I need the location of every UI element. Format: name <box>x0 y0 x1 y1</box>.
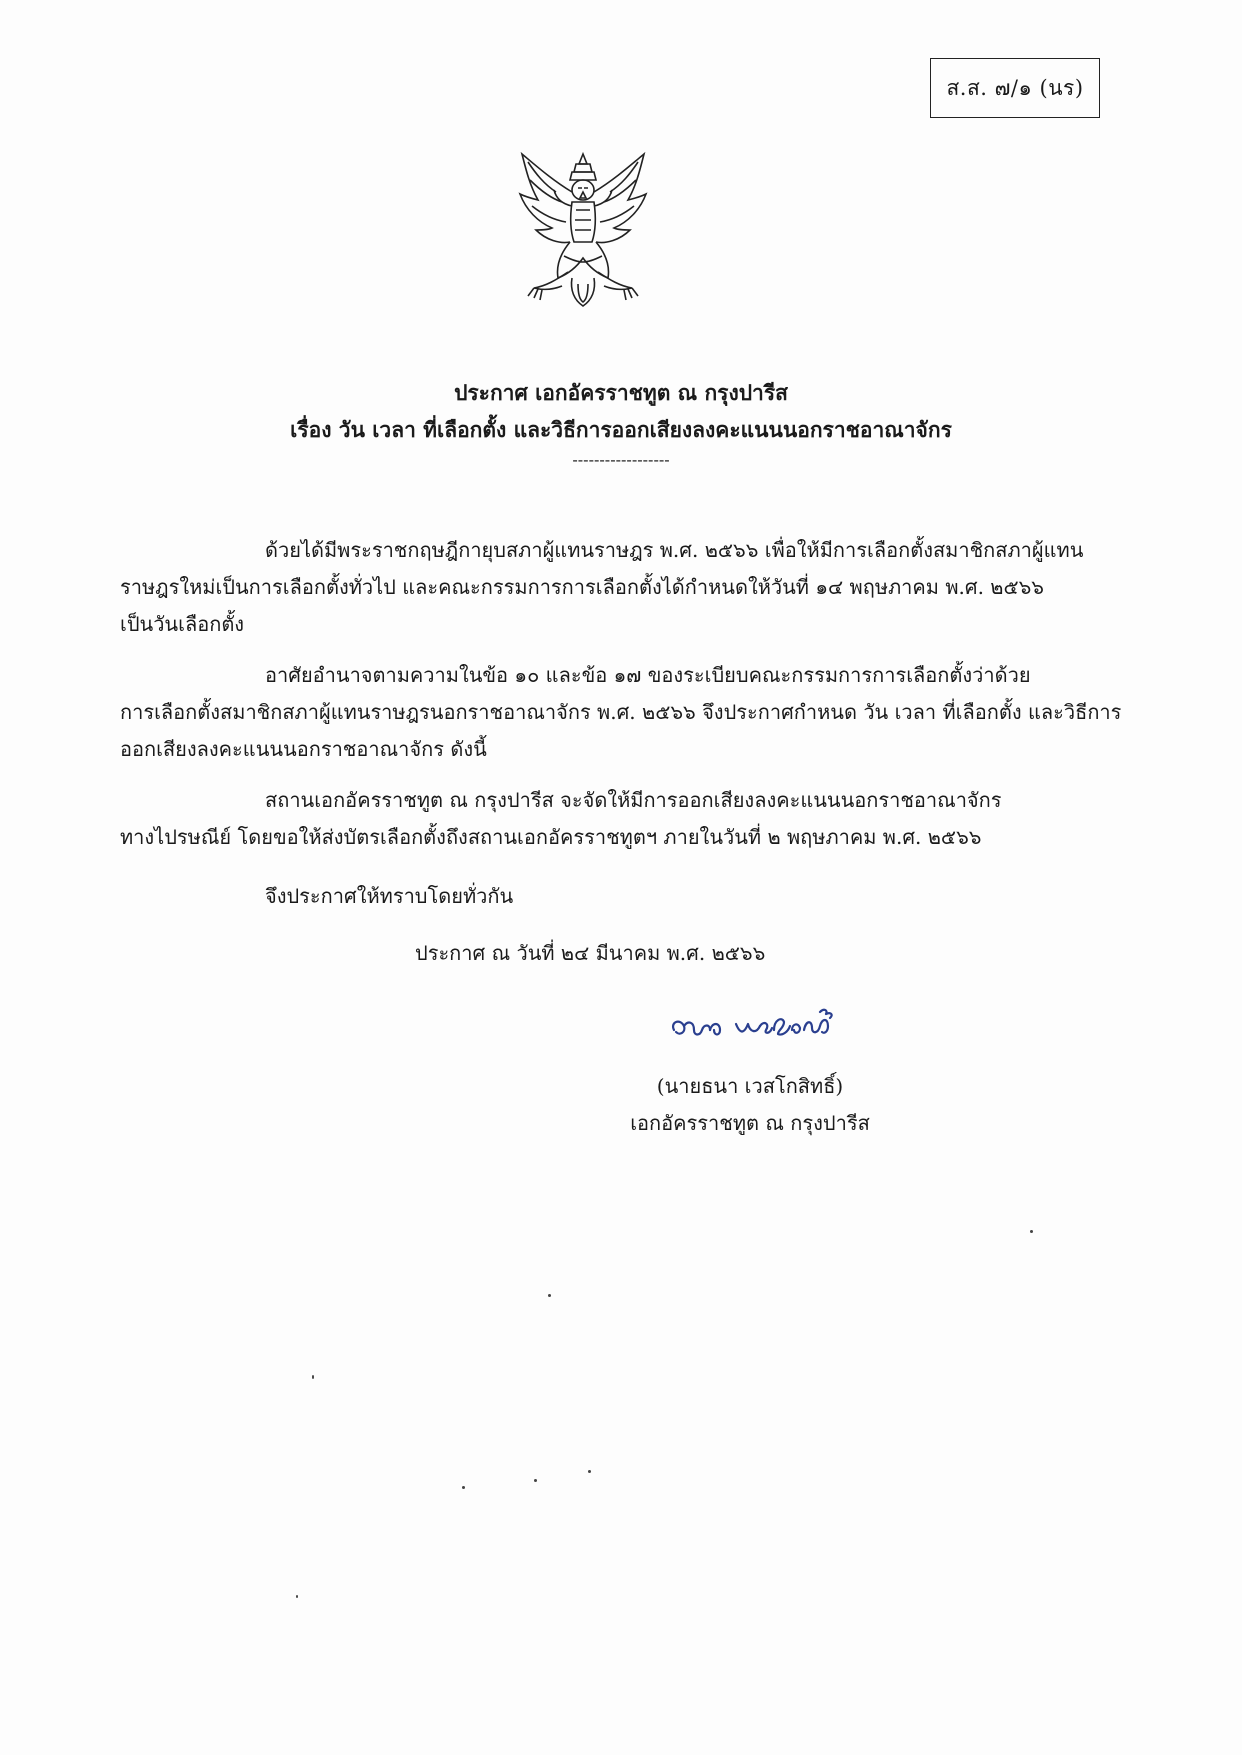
paragraph-line: สถานเอกอัครราชทูต ณ กรุงปารีส จะจัดให้มีการออกเสียงลงคะแนนนอกราชอาณาจักร <box>265 788 1002 812</box>
heading-separator: ------------------ <box>572 450 670 469</box>
paragraph-line: เป็นวันเลือกตั้ง <box>120 612 245 636</box>
heading-subject: เรื่อง วัน เวลา ที่เลือกตั้ง และวิธีการออกเสียงลงคะแนนนอกราชอาณาจักร <box>290 417 952 442</box>
paragraph-authority <box>120 657 1120 768</box>
form-code-box <box>930 58 1100 118</box>
paragraph-line: จึงประกาศให้ทราบโดยทั่วกัน <box>265 884 514 908</box>
announcement-heading <box>0 374 1242 472</box>
scan-speck <box>1030 1230 1033 1233</box>
signer-block <box>600 1068 900 1142</box>
scan-speck <box>534 1479 537 1482</box>
paragraph-line: ราษฎรใหม่เป็นการเลือกตั้งทั่วไป และคณะกรรมการการเลือกตั้งได้กำหนดให้วันที่ ๑๔ พฤษภาคม พ.ศ. ๒๕๖๖ <box>120 575 1044 599</box>
paragraph-line: อาศัยอำนาจตามความในข้อ ๑๐ และข้อ ๑๗ ของระเบียบคณะกรรมการการเลือกตั้งว่าด้วย <box>265 663 1031 687</box>
scan-speck <box>588 1470 591 1473</box>
paragraph-line: ทางไปรษณีย์ โดยขอให้ส่งบัตรเลือกตั้งถึงสถานเอกอัครราชทูตฯ ภายในวันที่ ๒ พฤษภาคม พ.ศ. ๒๕๖๖ <box>120 825 982 849</box>
paragraph-line: ออกเสียงลงคะแนนนอกราชอาณาจักร ดังนี้ <box>120 737 487 761</box>
form-code-text: ส.ส. ๗/๑ (นร) <box>946 75 1084 100</box>
paragraph-postal-voting <box>120 782 1120 856</box>
paragraph-line: ด้วยได้มีพระราชกฤษฎีกายุบสภาผู้แทนราษฎร พ.ศ. ๒๕๖๖ เพื่อให้มีการเลือกตั้งสมาชิกสภาผู้แทน <box>265 538 1084 562</box>
scan-speck <box>296 1595 298 1598</box>
scan-speck <box>312 1375 314 1379</box>
signer-name: (นายธนา เวสโกสิทธิ์) <box>656 1074 844 1098</box>
heading-title: ประกาศ เอกอัครราชทูต ณ กรุงปารีส <box>454 380 788 405</box>
garuda-emblem-icon <box>512 150 654 310</box>
paragraph-dissolution <box>120 532 1120 643</box>
paragraph-closing <box>265 878 1242 915</box>
signer-title: เอกอัครราชทูต ณ กรุงปารีส <box>630 1111 870 1135</box>
announcement-date: ประกาศ ณ วันที่ ๒๔ มีนาคม พ.ศ. ๒๕๖๖ <box>415 941 766 965</box>
scan-speck <box>462 1486 465 1489</box>
handwritten-signature <box>666 1000 866 1050</box>
scan-speck <box>548 1294 551 1297</box>
paragraph-line: การเลือกตั้งสมาชิกสภาผู้แทนราษฎรนอกราชอาณาจักร พ.ศ. ๒๕๖๖ จึงประกาศกำหนด วัน เวลา ที่เลือกตั้ง และวิธีการ <box>120 700 1122 724</box>
